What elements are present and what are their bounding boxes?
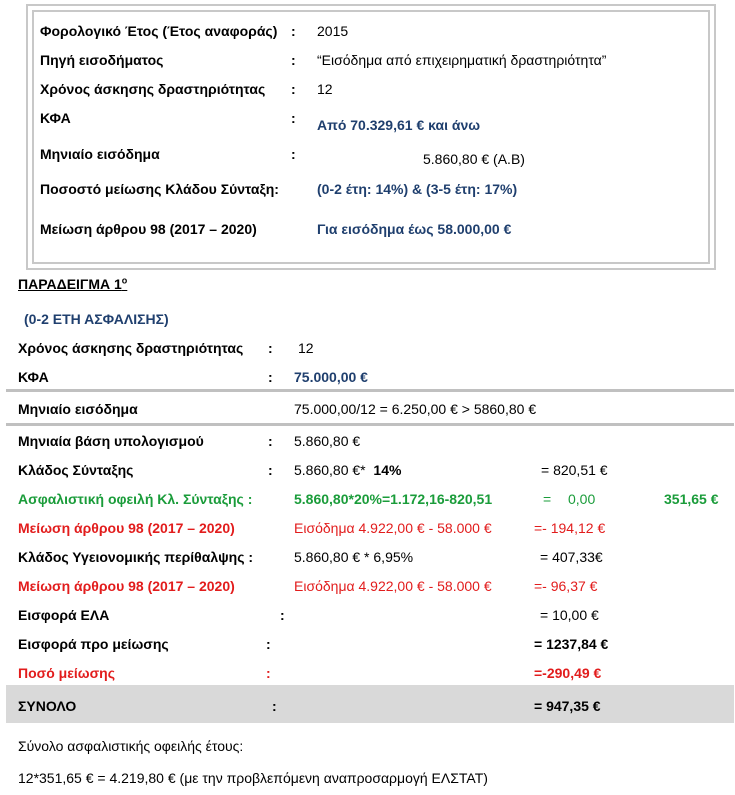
base-value: 5.860,80 €: [294, 433, 361, 449]
reduction2-formula: Εισόδημα 4.922,00 € - 58.000 €: [294, 578, 492, 594]
activity-years-sep: :: [291, 81, 296, 97]
kfa-label: ΚΦΑ: [40, 110, 71, 126]
health-formula: 5.860,80 € * 6,95%: [294, 549, 414, 565]
activity-years-label: Χρόνος άσκησης δραστηριότητας: [40, 81, 266, 97]
monthly-income-sep: :: [291, 146, 296, 162]
pension-rate: 14%: [373, 462, 402, 478]
debt-zero: 0,00: [568, 491, 596, 507]
ex-kfa-sep: :: [268, 369, 273, 385]
tax-year-value: 2015: [317, 23, 349, 39]
footer-line2: 12*351,65 € = 4.219,80 € (με την προβλεπόμενη αναπροσαρμογή ΕΛΣΤΑΤ): [18, 770, 488, 786]
pension-reduction-label: Ποσοστό μείωσης Κλάδου Σύνταξη:: [40, 181, 279, 197]
reduction-amount-label: Ποσό μείωσης: [18, 665, 116, 681]
pre-reduction-label: Εισφορά προ μείωσης: [18, 636, 169, 652]
ela-label: Εισφορά ΕΛΑ: [18, 607, 110, 623]
ex-kfa-label: ΚΦΑ: [18, 369, 49, 385]
total-result: = 947,35 €: [534, 698, 601, 714]
ela-sep: :: [280, 607, 285, 623]
reduction2-result: =- 96,37 €: [534, 578, 598, 594]
divider-middle: [6, 423, 734, 426]
debt-formula: 5.860,80*20%=1.172,16-820,51: [294, 491, 493, 507]
monthly-income-value: 5.860,80 € (Α.Β): [423, 151, 525, 167]
pension-sep: :: [268, 462, 273, 478]
article98-label: Μείωση άρθρου 98 (2017 – 2020): [40, 221, 257, 237]
reduction1-label: Μείωση άρθρου 98 (2017 – 2020): [18, 520, 235, 536]
debt-eq: =: [543, 491, 552, 507]
reduction-amount-sep: :: [266, 665, 271, 681]
tax-year-label: Φορολογικό Έτος (Έτος αναφοράς): [40, 23, 278, 39]
kfa-sep: :: [291, 110, 296, 126]
base-label: Μηνιαία βάση υπολογισμού: [18, 433, 204, 449]
monthly-income-label: Μηνιαίο εισόδημα: [40, 146, 160, 162]
debt-value: 351,65 €: [664, 491, 719, 507]
income-source-value: “Εισόδημα από επιχειρηματική δραστηριότητα”: [317, 52, 607, 68]
reduction2-label: Μείωση άρθρου 98 (2017 – 2020): [18, 578, 235, 594]
base-sep: :: [268, 433, 273, 449]
pre-reduction-result: = 1237,84 €: [534, 636, 609, 652]
activity-years-value: 12: [317, 81, 333, 97]
pension-reduction-value: (0-2 έτη: 14%) & (3-5 έτη: 17%): [317, 181, 518, 197]
example-subtitle: (0-2 ΕΤΗ ΑΣΦΑΛΙΣΗΣ): [24, 311, 169, 327]
example-title-text: ΠΑΡΑΔΕΙΓΜΑ 1: [18, 276, 122, 292]
income-source-label: Πηγή εισοδήματος: [40, 52, 164, 68]
ex-monthly-label: Μηνιαίο εισόδημα: [18, 401, 138, 417]
debt-label: Ασφαλιστική οφειλή Κλ. Σύνταξης :: [18, 491, 253, 507]
ex-years-label: Χρόνος άσκησης δραστηριότητας: [18, 340, 244, 356]
pension-label: Κλάδος Σύνταξης: [18, 462, 134, 478]
tax-year-sep: :: [291, 23, 296, 39]
reduction-amount-result: =-290,49 €: [534, 665, 602, 681]
footer-line1: Σύνολο ασφαλιστικής οφειλής έτους:: [18, 738, 244, 754]
pension-formula: 5.860,80 €*: [294, 462, 366, 478]
total-label: ΣΥΝΟΛΟ: [18, 698, 77, 714]
ex-kfa-value: 75.000,00 €: [294, 369, 368, 385]
pension-result: = 820,51 €: [541, 462, 608, 478]
kfa-value: Από 70.329,61 € και άνω: [317, 117, 481, 133]
total-band: [6, 685, 734, 723]
income-source-sep: :: [291, 52, 296, 68]
total-sep: :: [272, 698, 277, 714]
health-label: Κλάδος Υγειονομικής περίθαλψης :: [18, 549, 254, 565]
pension-formula-row: [294, 462, 401, 478]
ex-monthly-value: 75.000,00/12 = 6.250,00 € > 5860,80 €: [294, 401, 537, 417]
example-title-sup: ο: [121, 275, 128, 286]
reduction1-formula: Εισόδημα 4.922,00 € - 58.000 €: [294, 520, 492, 536]
ex-years-sep: :: [268, 340, 273, 356]
pre-reduction-sep: :: [266, 636, 271, 652]
ex-years-value: 12: [298, 340, 314, 356]
divider-top: [6, 389, 734, 392]
reduction1-result: =- 194,12 €: [534, 520, 606, 536]
example-title: [18, 276, 127, 292]
ela-result: = 10,00 €: [540, 607, 599, 623]
health-result: = 407,33€: [540, 549, 603, 565]
article98-value: Για εισόδημα έως 58.000,00 €: [317, 221, 512, 237]
